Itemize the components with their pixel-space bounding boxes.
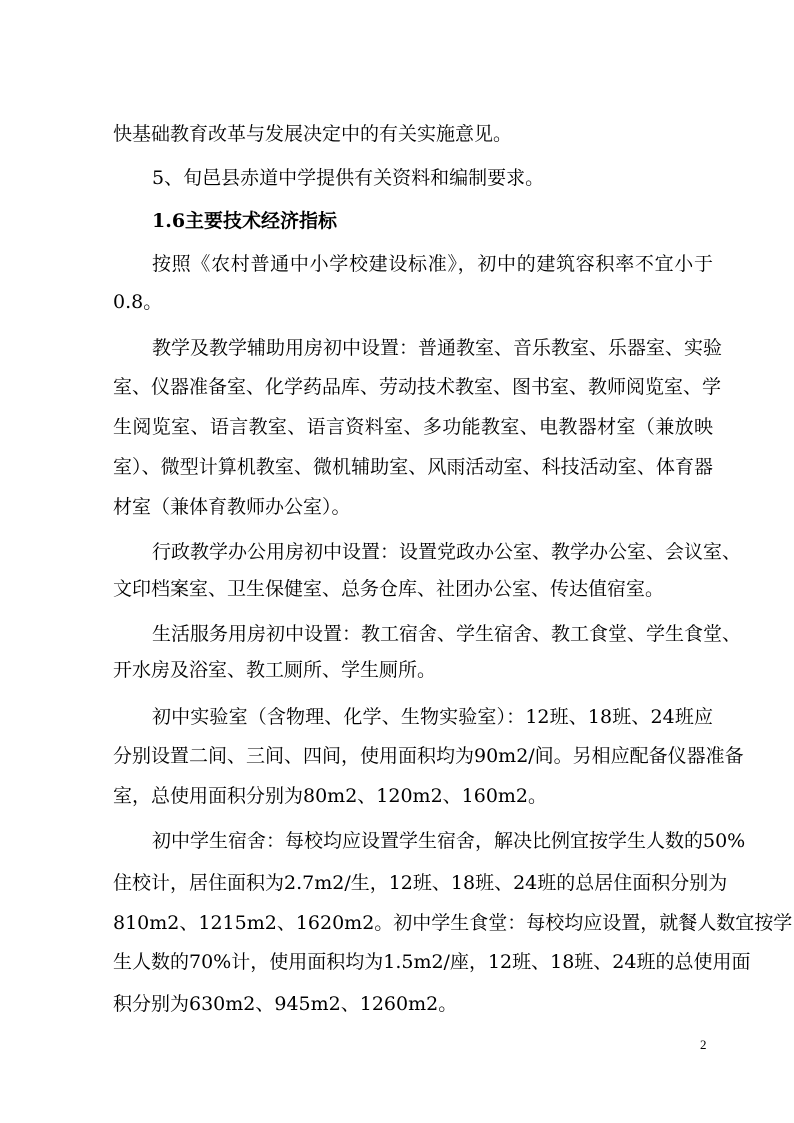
paragraph-line: 教学及教学辅助用房初中设置：普通教室、音乐教室、乐器室、实验 xyxy=(152,337,723,359)
paragraph-line: 810m2、1215m2、1620m2。初中学生食堂：每校均应设置，就餐人数宜按学 xyxy=(113,912,793,934)
paragraph-line: 行政教学办公用房初中设置：设置党政办公室、教学办公室、会议室、 xyxy=(152,541,742,563)
paragraph-line: 按照《农村普通中小学校建设标准》，初中的建筑容积率不宜小于 xyxy=(152,253,713,275)
paragraph-line: 室）、微型计算机教室、微机辅助室、风雨活动室、科技活动室、体育器 xyxy=(113,456,713,478)
paragraph-line: 生活服务用房初中设置：教工宿舍、学生宿舍、教工食堂、学生食堂、 xyxy=(152,623,742,645)
paragraph-line: 积分别为630m2、945m2、1260m2。 xyxy=(113,993,458,1015)
paragraph-line: 住校计，居住面积为2.7m2/生，12班、18班、24班的总居住面积分别为 xyxy=(113,872,728,894)
paragraph-line: 室，总使用面积分别为80m2、120m2、160m2。 xyxy=(113,785,548,807)
paragraph-line: 材室（兼体育教师办公室）。 xyxy=(113,496,351,518)
section-heading: 1.6主要技术经济指标 xyxy=(152,210,338,232)
paragraph-line: 室、仪器准备室、化学药品库、劳动技术教室、图书室、教师阅览室、学 xyxy=(113,376,722,398)
paragraph-line: 初中实验室（含物理、化学、生物实验室）：12班、18班、24班应 xyxy=(152,706,713,728)
paragraph-line: 0.8。 xyxy=(113,291,163,313)
paragraph-line: 分别设置二间、三间、四间，使用面积均为90m2/间。另相应配备仪器准备 xyxy=(113,745,744,767)
paragraph-line: 5、旬邑县赤道中学提供有关资料和编制要求。 xyxy=(152,167,545,189)
paragraph-line: 文印档案室、卫生保健室、总务仓库、社团办公室、传达值宿室。 xyxy=(113,578,665,600)
paragraph-line: 快基础教育改革与发展决定中的有关实施意见。 xyxy=(113,123,513,145)
paragraph-line: 生人数的70%计，使用面积均为1.5m2/座，12班、18班、24班的总使用面 xyxy=(113,951,751,973)
paragraph-line: 初中学生宿舍：每校均应设置学生宿舍，解决比例宜按学生人数的50% xyxy=(152,830,746,852)
paragraph-line: 生阅览室、语言教室、语言资料室、多功能教室、电教器材室（兼放映 xyxy=(113,416,713,438)
paragraph-line: 开水房及浴室、教工厕所、学生厕所。 xyxy=(113,659,437,681)
page-number: 2 xyxy=(700,1037,707,1052)
